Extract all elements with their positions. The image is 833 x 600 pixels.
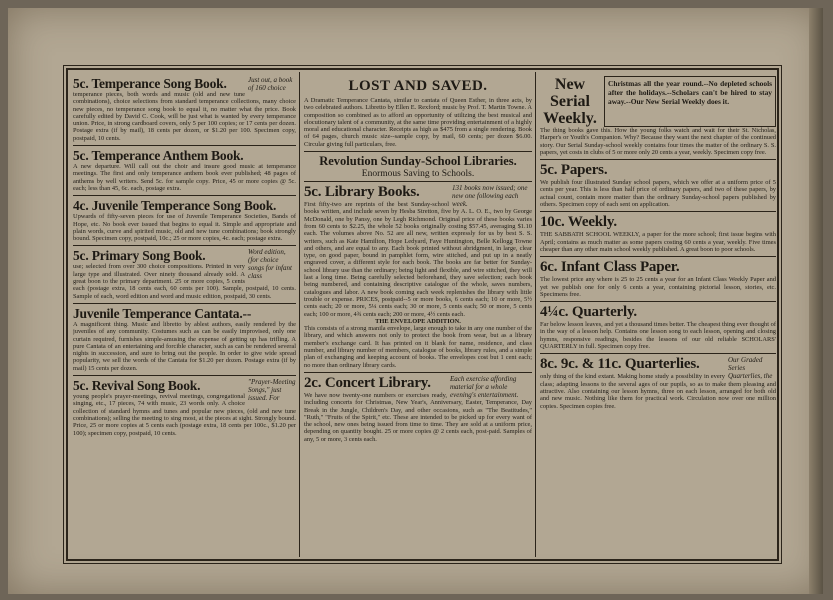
book-spine [809, 8, 823, 594]
column-left [73, 74, 296, 555]
envelope-heading: THE ENVELOPE ADDITION. [375, 317, 461, 325]
ad-body: The lowest price any where is 25 to 25 cents a year for an Infant Class Weekly Paper and yet we publish one for only 6 cents a year, containing pictorial lesson, stories, etc. Specimens free. [540, 276, 776, 298]
ad-subhead: Each exercise affording material for a whole evening's entertainment. [450, 374, 519, 399]
ad-body: only thing of the kind extant. Making home study a possibility in every class; adapting lessons to the several ages of our pupils, so as to make them pleasing and attractive. Also containing our lesson hymns, three on each lesson, arranged for both old and new music. Nothing like them for practical work. Circulation now over one million copies. Specimen copies free. [540, 373, 776, 410]
ad-heading: LOST AND SAVED. [348, 78, 488, 94]
advertisement-frame [66, 68, 779, 561]
ad-subhead: 131 books now issued; one new one following each week. [452, 184, 528, 209]
ad-body: We publish four illustrated Sunday school papers, which we offer at a uniform price of 5 cents per year. This is less than half price of ordinary papers, and two of these papers, by actual count, contain more matter than the ordinary Sunday-school papers published by others. Specimen copy of each sent on application. [540, 179, 776, 209]
ad-papers [540, 160, 776, 212]
ad-heading: 4¼c. Quarterly. [540, 304, 637, 321]
banner-title: Revolution Sunday-School Libraries. [319, 154, 517, 169]
ad-body: A Dramatic Temperance Cantata, similar to cantata of Queen Esther, in three acts, by two celebrated authors. Libretto by Ellen E. Rexford; music by Prof. T. Martin Towne. A composition so combined as to afford an opportunity of utilizing the best musical and elocutionary talent of a community, at the same time providing entertainment of a highly moral and educational character. Receipts as high as $475 from a single rendering. Book of 64 pages, church music size--sample copy, by mail, 60 cents; per dozen $6.00. Circular giving full particulars, free. [304, 97, 532, 148]
column-middle [304, 74, 532, 555]
ad-heading: 5c. Temperance Anthem Book. [73, 148, 244, 164]
ad-heading: 8c. 9c. & 11c. Quarterlies. [540, 356, 700, 373]
ad-heading: 5c. Primary Song Book. [73, 248, 206, 264]
ad-body: A magnificent thing. Music and libretto by ablest authors, easily rendered by the juveniles of any community. Costumes such as can be easily improvised, only one curtain required, furnishes simple-amusing the expense of getting up has trifling. A pure Cantata of an entertaining and forcible character, such as can be rendered several nights in succession, and sure to bring out the people. In order to give wide spread popularity, we sell the words of the Cantata for $1.20 per dozen. Postage extra (if by mail) 15 cents per dozen. [73, 320, 296, 372]
ad-body: A new departure. Will call out the choir and insure good music at temperance meetings. The first and only temperance anthem book ever published; 48 pages of anthems by well writers. Send 5c. for sample copy. Price, 45 or more copies @ 5c. each; less than 45, 6c. each, postage extra. [73, 163, 296, 192]
ad-lost-and-saved [304, 74, 532, 152]
banner-subtitle: Enormous Saving to Schools. [361, 169, 475, 180]
ad-heading: New Serial Weekly. [543, 76, 597, 127]
libraries-banner [304, 154, 532, 182]
book-back-cover [8, 8, 823, 594]
ad-temperance-anthem-book [73, 146, 296, 196]
ad-heading: 5c. Library Books. [304, 184, 420, 201]
ad-graded-quarterlies [540, 354, 776, 412]
ad-heading: 5c. Revival Song Book. [73, 378, 201, 394]
ad-body: The thing books gave this. How the young folks watch and wait for their St. Nicholas, Harper's or Youth's Companion. Why? Because they want the next chapter of the continued story. Our Serial Sunday-school weekly contains four times the matter of the ordinary S. S. papers, yet costs in clubs of 5 or more only 20 cents a year, weekly. Specimen copy free. [540, 127, 776, 156]
ad-concert-library [304, 373, 532, 446]
ad-subhead: Our Graded Series Quarterlies, the [728, 356, 773, 381]
ad-body: We have now twenty-one numbers or exercises ready, including concerts for Christmas, New Year's, Anniversary, Easter, Temperance, Day Break in the Jungle, Children's Day, and other occasions, such as "The Beatitudes," "Ruth," "Fruits of the Spirit," etc. These are intended to be picked up for every want of the school, new ones being issued from time to time. They are sold at a uniform price, depending on quantity bought. 25 or more copies @ 2 cents each, post-paid. Samples of any, 5 or more, 3 cents each. [304, 391, 532, 443]
ad-heading: 10c. Weekly. [540, 214, 617, 231]
ad-heading: 5c. Papers. [540, 162, 608, 179]
ad-body: use; selected from over 300 choice compositions. Printed in very large type and illustrated. Over ninety thousand already sold. A great boon to the primary department. 25 or more copies, 5 cents each (postage extra, 18 cents each, 60 cents per 100). Sample, postpaid, 10 cents. Sample of each, word edition and word and music edition, postpaid, 30 cents. [73, 263, 296, 300]
ad-body: THE SABBATH SCHOOL WEEKLY, a paper for the more school; first issue begins with April; contains as much matter as some papers costing 60 cents a year, weekly. Five times cheaper than any other main school weekly published. A great boon to poor schools. [540, 231, 776, 253]
ad-serial-weekly [540, 74, 776, 160]
ad-subhead: Word edition, (for choice songs for infant class [248, 248, 292, 281]
ad-body: First fifty-two are reprints of the best Sunday-school books written, and include seven by Hesba Stretton, five by A. L. O. E., two by George McDonald, one by Pansy, one by Legh Richmond. Original price of these books varies from 60 cents to $2.25, the whole 52 books originally costing $57.45, averaging $1.10 each. The volumes above No. 52 are all new, written expressly for us by best S. S. writers, such as Kate Hamilton, Hope Ledyard, Faye Huntington, Belle Kellogg Towne and others, and are equal to any. Each book printed without abridgment, in large, clear type, on good paper, bound in pamphlet form, wire stitched, and put up in a neatly engraved cover, a different style for each book. The books are far better for Sunday-school library use than the ordinary; being light and flexible, and wire stitched, they will last a long time. Being carefully selected beforehand, they save selection; each book being numbered, and containing descriptive catalogue of the whole, saves numbers, catalogues and labor. A new book coming each week replenishes the library with little trouble or expense. PRICES, postpaid--5 or more books, 6 cents each; 10 or more, 5½ cents each; 20 or more, 5¼ cents each; 30 or more, 5 cents each; 50 or more, 5 cents each; 100 or more, 4¾ cents each; 200 or more, 4½ cents each. [304, 201, 532, 318]
ad-heading: 6c. Infant Class Paper. [540, 259, 680, 276]
column-rule [299, 72, 300, 557]
ad-body: temperance pieces, both words and music (old and new tune combinations), choice selections from standard temperance collections, many choice new pieces, no temperance song book to equal it, no matter what the price. Book carefully edited by David C. Cook, will be just what is wanted by every temperance union. Price, in strong cardboard covers, only 5 per 100 copies; or 17 cents per dozen. Postage extra (if by mail), 18 cents per dozen, or $1.20 per 100. Specimen copy, postpaid, 10 cents. [73, 91, 296, 142]
ad-boxed-text: Christmas all the year round.--No depleted schools after the holidays.--Scholars can't be hired to stay away.--Our New Serial Weekly does it. [604, 76, 776, 127]
ad-subhead: Just out, a book of 160 choice [248, 76, 293, 92]
ad-heading: Juvenile Temperance Cantata.-- [73, 305, 252, 321]
ad-weekly [540, 212, 776, 257]
ad-revolution-libraries [304, 152, 532, 373]
ad-juvenile-cantata [73, 304, 296, 376]
ad-body: Far below lesson leaves, and yet a thousand times better. The cheapest thing ever thought of in the way of a lesson help. Contains one lesson song to each lesson, opening and closing hymns, responsive readings, besides the lessons of our old reliable SCHOLARS' QUARTERLY in full. Specimen copy free. [540, 321, 776, 351]
ad-body: young people's prayer-meetings, revival meetings, congregational singing, etc., 17 pieces, 74 with music, 23 words only. A choice collection of standard hymns and tunes and popular new pieces, (old and new tune combinations); selling the meeting to sing most, at the pieces at sight. Strongly bound. Price, 25 or more copies at 5 cents each (postage extra, 18 cents per 100c., $1.20 per 100); specimen copy, postpaid, 10 cents. [73, 393, 296, 437]
column-rule [535, 72, 536, 557]
ad-quarterly [540, 302, 776, 354]
ad-primary-song-book [73, 246, 296, 303]
ad-heading: 5c. Temperance Song Book. [73, 76, 227, 91]
column-right [540, 74, 776, 555]
ad-juvenile-song-book [73, 196, 296, 246]
ad-body: Upwards of fifty-seven pieces for use of Juvenile Temperance Societies, Bands of Hope, etc. No book ever issued that begins to equal it. Simple and appropriate and plain words, curve and spirited music, old and new tune combinations; book strongly bound. Specimen copy, postpaid, 10c.; 25 or more copies, 4c. each; postage extra. [73, 213, 296, 243]
ad-subhead: "Prayer-Meeting Songs," just issued. For [248, 378, 296, 403]
ad-infant-class-paper [540, 257, 776, 302]
ad-heading: 2c. Concert Library. [304, 374, 431, 391]
ad-heading: 4c. Juvenile Temperance Song Book. [73, 198, 277, 214]
ad-revival-song-book [73, 376, 296, 440]
ad-temperance-song-book [73, 74, 296, 146]
envelope-body: This consists of a strong manila envelope, large enough to take in any one number of the library, and which answers not only to protect the book from wear, but as a library member's exchange card. It has printed on it blank for name, residence, and class number, and library number of members, catalogue of books, library rules, and a simple plan of exchanging and keeping account of books. The envelopes cost but 1 cent each; no more than ordinary library cards. [304, 325, 532, 369]
